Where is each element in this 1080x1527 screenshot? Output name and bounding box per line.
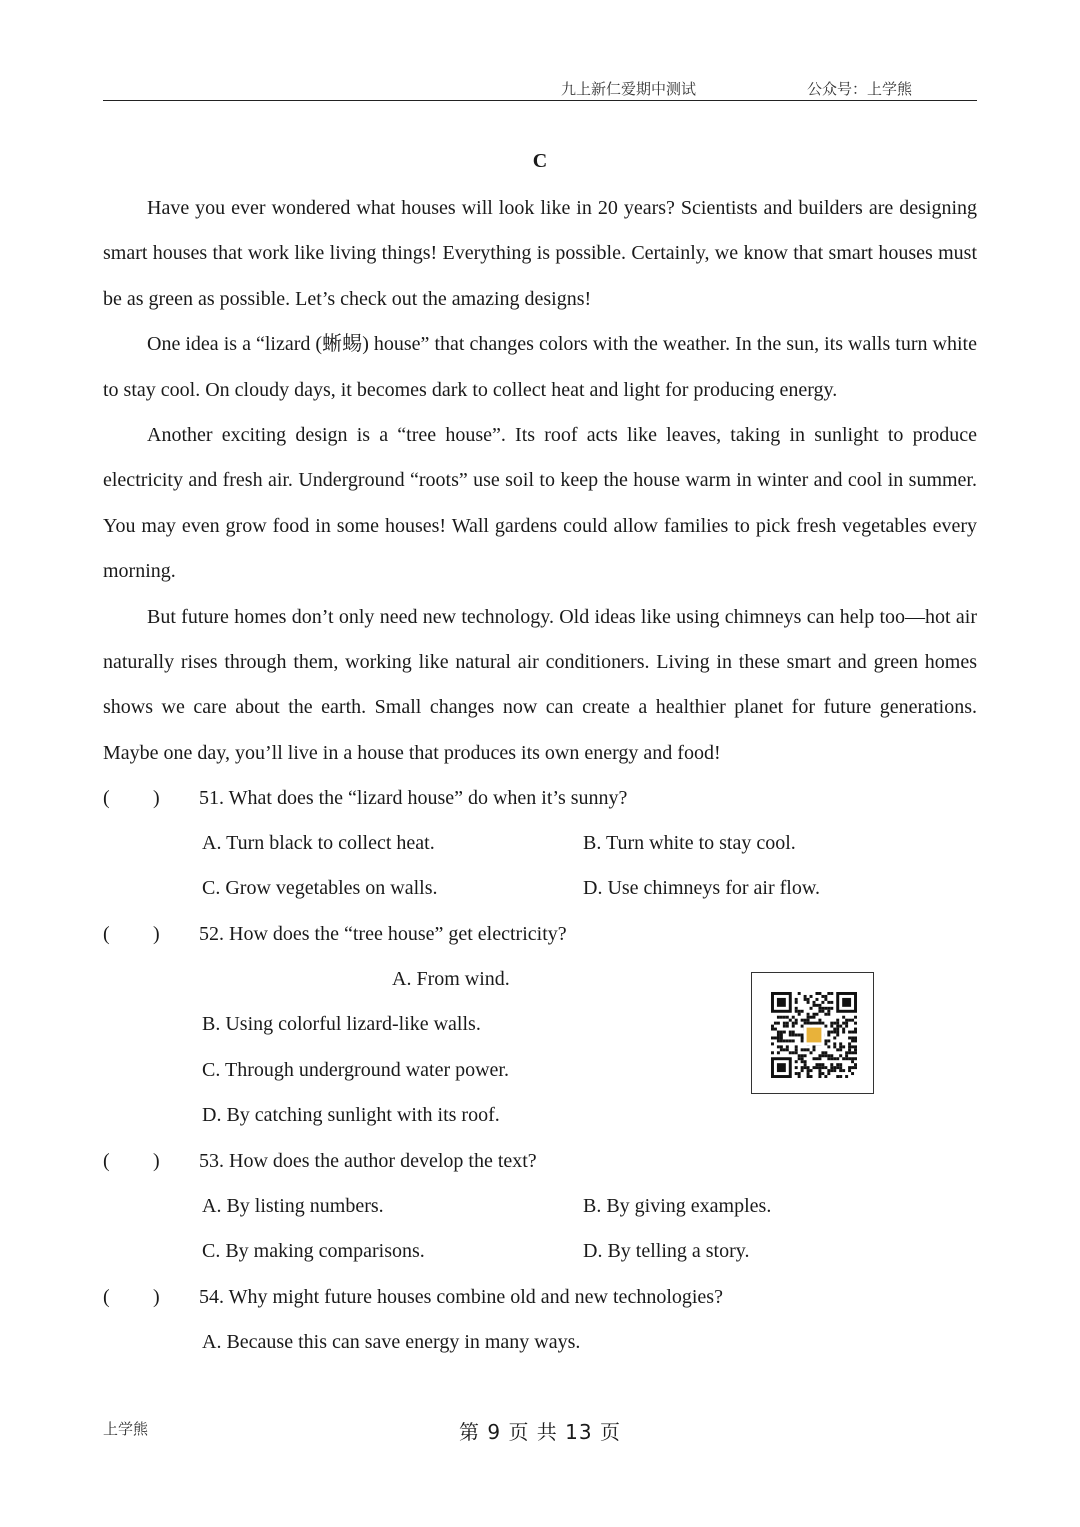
passage-paragraph: One idea is a “lizard (蜥蜴) house” that changes colors with the weather. In the sun, its walls turn white to stay cool. On cloudy days, it becomes dark to collect heat and light for producing energy.: [103, 333, 977, 401]
answer-blank-close: ): [153, 787, 160, 809]
passage-paragraph: Have you ever wondered what houses will look like in 20 years? Scientists and builders are designing smart houses that work like living things! Everything is possible. Certainly, we know that smart houses must be as green as possible. Let’s check out the amazing designs!: [103, 197, 977, 310]
answer-blank-open[interactable]: (: [103, 923, 110, 945]
option-a: A. By listing numbers.: [202, 1195, 384, 1217]
page-header: [103, 76, 977, 101]
footer-brand: 上学熊: [103, 1420, 149, 1438]
qr-code-box: [751, 972, 874, 1094]
option-b: B. Using colorful lizard-like walls.: [202, 1013, 481, 1035]
exam-title: 九上新仁爱期中测试: [561, 80, 697, 98]
option-a: A. From wind.: [392, 968, 510, 990]
option-c: C. Through underground water power.: [202, 1059, 509, 1081]
page-number: 第 9 页 共 13 页: [459, 1420, 621, 1444]
section-letter: C: [532, 150, 548, 172]
option-b: B. Turn white to stay cool.: [583, 832, 796, 854]
answer-blank-open[interactable]: (: [103, 1150, 110, 1172]
answer-blank-open[interactable]: (: [103, 1286, 110, 1308]
option-a: A. Because this can save energy in many ways.: [202, 1331, 581, 1353]
reading-passage: [103, 186, 977, 776]
question-text: 51. What does the “lizard house” do when it’s sunny?: [199, 787, 628, 809]
question-text: 52. How does the “tree house” get electricity?: [199, 923, 567, 945]
answer-blank-open[interactable]: (: [103, 787, 110, 809]
answer-blank-close: ): [153, 1150, 160, 1172]
option-b: B. By giving examples.: [583, 1195, 772, 1217]
question-text: 53. How does the author develop the text?: [199, 1150, 537, 1172]
option-d: D. Use chimneys for air flow.: [583, 877, 820, 899]
qr-code-icon: [771, 992, 857, 1078]
answer-blank-close: ): [153, 923, 160, 945]
passage-paragraph: Another exciting design is a “tree house”. Its roof acts like leaves, taking in sunlight to produce electricity and fresh air. Underground “roots” use soil to keep the house warm in winter and cool in summer. You may even grow food in some houses! Wall gardens could allow families to pick fresh vegetables every morning.: [103, 424, 977, 583]
option-d: D. By catching sunlight with its roof.: [202, 1104, 500, 1126]
option-c: C. By making comparisons.: [202, 1240, 425, 1262]
answer-blank-close: ): [153, 1286, 160, 1308]
option-c: C. Grow vegetables on walls.: [202, 877, 438, 899]
account-label: 公众号：上学熊: [807, 80, 913, 98]
passage-paragraph: But future homes don’t only need new technology. Old ideas like using chimneys can help too—hot air naturally rises through them, working like natural air conditioners. Living in these smart and green homes shows we care about the earth. Small changes now can create a healthier planet for future generations. Maybe one day, you’ll live in a house that produces its own energy and food!: [103, 605, 977, 764]
option-a: A. Turn black to collect heat.: [202, 832, 435, 854]
option-d: D. By telling a story.: [583, 1240, 750, 1262]
question-text: 54. Why might future houses combine old and new technologies?: [199, 1286, 723, 1308]
